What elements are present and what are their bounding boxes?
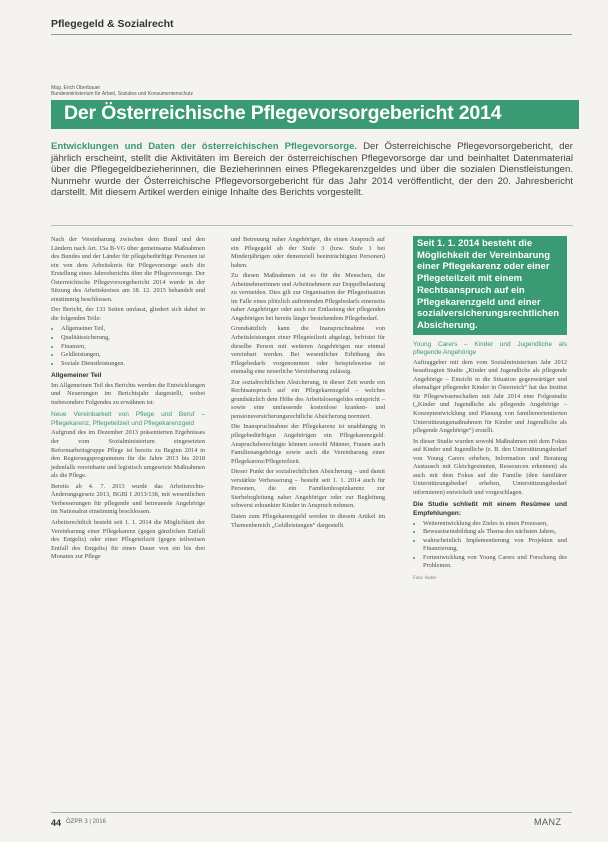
paragraph: In dieser Studie wurden sowohl Maßnahmen mit dem Fokus auf Kinder und Jugendliche (z. B. den Unterstützungsbedarf von Young Carers erheben, Information und Beratung Austausch mit Gleichgesinnten, Ressourcen erkennen) als auch mit dem Fokus auf die Familie (den familiärer Unterstützungsbedarf erheben, Unterstützungsbedarf informieren) entwickelt und vorgeschlagen.	[413, 437, 567, 496]
photo-credit: Foto: Autor	[413, 575, 437, 581]
paragraph: und Betreuung naher Angehöriger, die einen Anspruch auf ein Pflegegeld ab der Stufe 3 (bzw. Stufe 1 bei Minderjährigen oder demenziell beeinträchtigten Personen) haben.	[231, 236, 385, 269]
list-item: • Fortentwicklung von Young Carers und Forschung des Problemen.	[423, 554, 567, 571]
paragraph: Zu diesen Maßnahmen ist es für die Menschen, die Arbeitnehmerinnen und Arbeitnehmern zur Doppelbelastung zu vermeiden. Dies gilt zur Organisation der Pflegesituation im Falle eines plötzlich auftretenden Pflegebedarfs einerseits naher Angehöriger oder auch zur Entlastung der pflegenden Angehörigen bei bereits länger bestehendem Pflegebedarf.	[231, 272, 385, 322]
list-item: • Qualitätssicherung,	[61, 334, 205, 343]
list-item: • wahrscheinlich Implementierung von Projekten und Finanzierung,	[423, 537, 567, 554]
paragraph: Arbeitsrechtlich besteht seit 1. 1. 2014 die Möglichkeit der Vereinbarung einer Pflegekarenz (gegen gänzlichen Entfall des Entgelts) oder einer Pflegeteilzeit (gegen teilweisen Entfall des Entgelts) für einen Dauer von ein bis drei Monaten zur Pflege	[51, 518, 205, 561]
lead-rule	[51, 225, 573, 226]
list-item: • Weiterentwicklung des Zieles in einen Prozessen,	[423, 520, 567, 529]
page-number: 44	[51, 818, 62, 828]
paragraph: Auftraggeber mit dem vom Sozialministerium Jahr 2012 beauftragten Studie „Kinder und Jugendliche als pflegende Angehörige – Einsicht in die Situation gegenwärtiger und ehemaliger pflegender Kinder in Österreich“ hat das Institut für Pflegewissenschaften mit Jahr 2014 eine Folgestudie („Kinder und Jugendliche als pflegende Angehörige – Konzeptentwicklung und Planung von familienorientierten Unterstützungsmaßnahmen für Kinder und Jugendliche als pflegende Angehörige“) erstellt.	[413, 358, 567, 435]
lead-paragraph	[51, 141, 573, 199]
paragraph: Dieser Punkt der sozialrechtlichen Absicherung – und damit verstärkte Verbesserung – besteht seit 1. 1. 2014 auch für Personen, die ein Familienhospizkarenz zur Sterbebegleitung naher Angehöriger oder zur Begleitung schwerst erkrankter Kinder in Anspruch nehmen.	[231, 468, 385, 510]
publisher-logo: MANZ	[534, 817, 562, 827]
subheading: Neue Vereinbarkeit von Pflege und Beruf – Pflegekarenz, Pflegeteilzeit und Pflegekarenzgeld	[51, 411, 205, 427]
paragraph: Der Bericht, der 133 Seiten umfasst, gliedert sich dabei in die folgenden Teile:	[51, 306, 205, 322]
subheading: Die Studie schließt mit einem Resümee und Empfehlungen:	[413, 501, 567, 518]
header-rule	[51, 34, 572, 35]
lead-emphasis: Entwicklungen und Daten der österreichischen Pflegevorsorge.	[51, 141, 358, 152]
section-list	[51, 325, 205, 368]
running-head: Pflegegeld & Sozialrecht	[51, 18, 174, 30]
list-item: • Bewusstseinsbildung als Thema des nächsten Jahres,	[423, 528, 567, 537]
paragraph: Nach der Vereinbarung zwischen dem Bund und den Ländern nach Art. 15a B-VG über gemeinsame Maßnahmen des Bundes und der Länder für pflegebedürftige Personen ist ein von dem Arbeitskreis für Pflegevorsorge auch die Erstellung eines Jahresberichts über die Pflegevorsorge. Der Österreichische Pflegevorsorgebericht 2014 wurde in der Sitzung des Arbeitskreises am 18. 12. 2015 behandelt und einstimmig beschlossen.	[51, 236, 205, 303]
lead-text: Der Österreichische Pflegevorsorgebericht, der jährlich erscheint, stellt die Aktivitäten im Bereich der österreichischen Pflegevorsorge dar und beinhaltet Datenmaterial über die Pflegegeldbezieherinnen, die Bezieherinnen eines Pflegekarenzgeldes und über die sozialen Dienstleistungen. Nunmehr wurde der Österreichische Pflegevorsorgebericht für das Jahr 2014 veröffentlicht, der den 20. Jahresbericht darstellt. Mit diesem Artikel werden einige Inhalte des Berichts vorgestellt.	[51, 141, 573, 199]
author-affiliation: Bundesministerium für Arbeit, Soziales und Konsumentenschutz	[51, 91, 194, 97]
paragraph: Zur sozialrechtlichen Absicherung, in dieser Zeit wurde ein Rechtsanspruch auf ein Pflegekarenzgeld – welches grundsätzlich dem Höhe des Arbeitslosengeldes entspricht – sowie eine umfassende kostenlose kranken- und pensionsversicherungsrechtliche Absicherung normiert.	[231, 378, 385, 420]
subheading: Young Carers – Kinder und Jugendliche als pflegende Angehörige	[413, 340, 567, 357]
paragraph: Bereits ab 4. 7. 2013 wurde das Arbeitsrechts-Änderungsgesetz 2013, BGBl I 2013/138, mit wesentlichen Verbesserungen für pflegende und betreuende Angehörige im Nationalrat einstimmig beschlossen.	[51, 482, 205, 516]
paragraph: Grundsätzlich kann die Inanspruchnahme von Arbeitsleistungen einer Pflegeteilzeit abgelegt, befristet für dieselbe Person mit weiteren Angehörigen nur einmal vereinbart werden. Bei wesentlicher Erhöhung des Pflegebedarfs vorgenommen oder beispielsweise ist einmalig eine neuerliche Vereinbarung zulässig.	[231, 325, 385, 376]
list-item: • Allgemeiner Teil,	[61, 325, 205, 334]
paragraph: Daten zum Pflegekarenzgeld werden in diesem Artikel im Themenbereich „Geldleistungen“ dargestellt.	[231, 512, 385, 529]
pull-quote: Seit 1. 1. 2014 besteht die Möglichkeit der Vereinbarung einer Pflegekarenz oder einer Pflegeteilzeit mit einem Rechtsanspruch auf ein Pflegekarenzgeld und einer sozialversicherungsrechtlichen Absicherung.	[413, 236, 567, 335]
column-3	[413, 236, 567, 583]
paragraph: Im Allgemeinen Teil des Berichts werden die Entwicklungen und Neuerungen im Berichtsjahr dargestellt, wobei insbesondere Folgendes zu erwähnen ist:	[51, 381, 205, 406]
list-item: • Soziale Dienstleistungen.	[61, 360, 205, 369]
paragraph: Aufgrund des im Dezember 2013 präsentierten Ergebnisses der vom Sozialministerium eingesetzten Reformarbeitsgruppe Pflege ist bereits zu Beginn 2014 in den Regierungsprogrammen für die Jahre 2013 bis 2018 jedenfalls vereinbarte und legistisch umgesetzte Maßnahmen als die Pflege.	[51, 429, 205, 480]
article-title: Der Österreichische Pflegevorsorgebericht 2014	[64, 102, 502, 124]
column-2	[231, 236, 385, 532]
author-name: Mag. Erich Oberbauer	[51, 85, 101, 91]
paragraph: Die Inanspruchnahme der Pflegekarenz ist unabhängig in pflegebedürftigen Angehörigen ein Pflegekarenzgeld. Anspruchsberechtigte können sowohl Männer, Frauen auch Familienangehörige sowie auch die Vereinbarung einer Pflegekarenz/Pflegeteilzeit.	[231, 423, 385, 465]
column-1	[51, 236, 205, 564]
author-block	[51, 85, 193, 97]
subheading: Allgemeiner Teil	[51, 372, 102, 380]
issue-label: ÖZPR 3 | 2016	[66, 819, 106, 825]
recommendation-list	[413, 520, 567, 571]
list-item: • Finanzen,	[61, 343, 205, 352]
list-item: • Geldleistungen,	[61, 351, 205, 360]
footer-rule	[51, 812, 572, 813]
